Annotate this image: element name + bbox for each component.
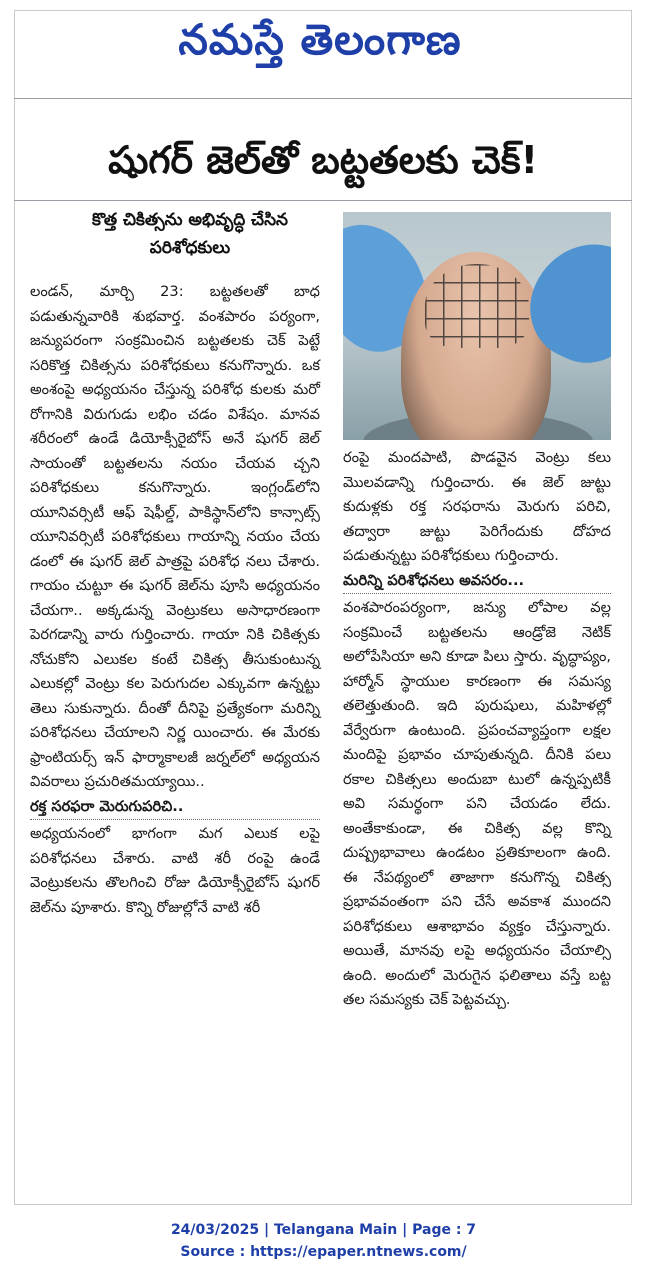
footer-date-edition: 24/03/2025 | Telangana Main | Page : 7 (170, 1222, 477, 1238)
left-paragraph-2: అధ్యయనంలో భాగంగా మగ ఎలుక లపై పరిశోధనలు చేశారు. వాటి శరీ రంపై ఉండే వెంట్రుకలను తొలగించి రోజు డియోక్సీరైబోస్ షుగర్ జెల్‌ను పూశారు. కొన్ని రోజుల్లోనే వాటి శరీ (30, 825, 320, 916)
newspaper-masthead: నమస్తే తెలంగాణ (178, 15, 462, 64)
right-paragraph-2: వంశపారంపర్యంగా, జన్యు లోపాల వల్ల సంక్రమించే బట్టతలను ఆండ్రోజె నెటిక్ అలోపేసియా అని కూడా పిలు స్తారు. వృద్ధాప్యం, హార్మోన్ స్థాయుల కారణంగా ఈ సమస్య తలెత్తుతుంది. ఇది పురుషులు, మహిళల్లో వేర్వేరుగా ఉంటుంది. ప్రపంచవ్యాప్తంగా లక్షల మందిపై ప్రభావం చూపుతున్నది. దీనికి పలు రకాల చికిత్సలు అందుబా టులో ఉన్నప్పటికీ అవి సమర్థంగా పని చేయడం లేదు. అంతేకాకుండా, ఈ చికిత్స వల్ల కొన్ని దుష్ప్రభావాలు ఉండటం ప్రతికూలంగా ఉంది. ఈ నేపథ్యంలో తాజాగా కనుగొన్న చికిత్స ప్రభావవంతంగా పని చేసే అవకాశ ముందని పరిశోధకులు ఆశాభావం వ్యక్తం చేస్తున్నారు. అయితే, మానవు లపై అధ్యయనం చేయాల్సి ఉంది. అందులో మెరుగైన ఫలితాలు వస్తే బట్ట తల సమస్యకు చెక్ పెట్టవచ్చు. (343, 599, 611, 1008)
article-subhead: కొత్త చికిత్సను అభివృద్ధి చేసిన పరిశోధకులు (92, 210, 288, 258)
scalp-grid-marking (425, 264, 529, 348)
headline-divider (14, 200, 632, 201)
right-subheading: మరిన్ని పరిశోధనలు అవసరం... (343, 569, 611, 595)
article-left-column (30, 280, 320, 920)
left-subheading: రక్త సరఫరా మెరుగుపరిచి.. (30, 795, 320, 821)
footer-source: Source : https://epaper.ntnews.com/ (180, 1244, 467, 1260)
masthead-divider (14, 98, 632, 99)
left-paragraph-1: లండన్, మార్చి 23: బట్టతలతో బాధ పడుతున్నవారికి శుభవార్త. వంశపారం పర్యంగా, జన్యుపరంగా సంక్రమించిన బట్టతలకు చెక్ పెట్టే సరికొత్త చికిత్సను పరిశోధకులు కనుగొన్నారు. ఒక అంశంపై అధ్యయనం చేస్తున్న పరిశోధ కులకు మరో రోగానికి విరుగుడు లభిం చడం విశేషం. మానవ శరీరంలో ఉండే డియోక్సీరైబోస్ అనే షుగర్ జెల్ సాయంతో బట్టతలను నయం చేయవ చ్చని పరిశోధకులు కనుగొన్నారు. ఇంగ్లండ్‌లోని యూనివర్సిటీ ఆఫ్ షెఫీల్డ్, పాకిస్థాన్‌లోని కాన్సాట్స్ యూనివర్సిటీ పరిశోధకులు గాయాన్ని నయం చేయ డంలో ఈ షుగర్ జెల్ పాత్రపై పరిశోధ నలు చేశారు. గాయం చుట్టూ ఈ షుగర్ జెల్‌ను పూసి అధ్యయనం చేయగా.. అక్కడున్న వెంట్రుకలు అసాధారణంగా పెరగడాన్ని వారు గుర్తించారు. గాయా నికి చికిత్సకు నోచుకోని ఎలుకల కంటే చికిత్స తీసుకుంటున్న ఎలుకల్లో వెంట్రు కల పెరుగుదల ఎక్కువగా ఉన్నట్టు తెలు సుకున్నారు. దీంతో దీనిపై ప్రత్యేకంగా మరిన్ని పరిశోధనలు చేయాలని నిర్ణ యించారు. ఈ మేరకు ఫ్రాంటియర్స్ ఇన్ ఫార్మాకాలజీ జర్నల్‌లో అధ్యయన వివరాలు ప్రచురితమయ్యాయి.. (30, 283, 320, 790)
article-headline: షుగర్ జెల్‌తో బట్టతలకు చెక్! (108, 138, 538, 182)
right-paragraph-1: రంపై మందపాటి, పొడవైన వెంట్రు కలు మొలవడాన్ని గుర్తించారు. ఈ జెల్ జుట్టు కుదుళ్లకు రక్త సరఫరాను మెరుగు పరిచి, తద్వారా జుట్టు పెరిగేందుకు దోహద పడుతున్నట్టు పరిశోధకులు గుర్తించారు. (343, 449, 611, 564)
article-right-column (343, 446, 611, 1013)
article-photo (343, 212, 611, 440)
